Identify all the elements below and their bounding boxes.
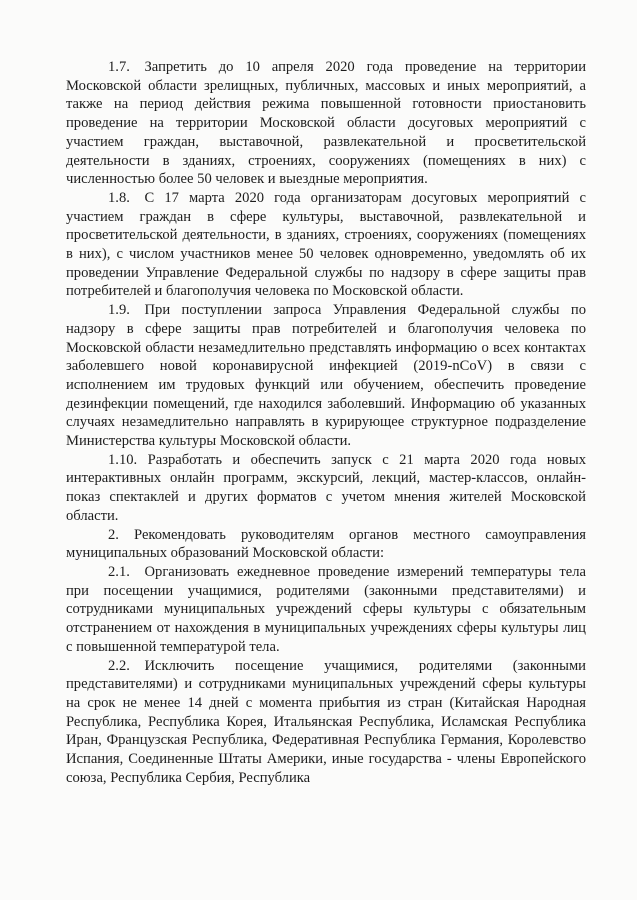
paragraph-1-8: 1.8. С 17 марта 2020 года организаторам досуговых мероприятий с участием граждан в сфере культуры, выставочной, развлекательной и просветительской деятельности, в зданиях, строениях, сооружениях (помещениях в них), с числом участников менее 50 человек одновременно, уведомлять об их проведении Управление Федеральной службы по надзору в сфере защиты прав потребителей и благополучия человека по Московской области. xyxy=(66,189,586,300)
paragraph-1-7: 1.7. Запретить до 10 апреля 2020 года проведение на территории Московской области зрелищных, публичных, массовых и иных мероприятий, а также на период действия режима повышенной готовности приостановить проведение на территории Московской области досуговых мероприятий с участием граждан, выставочной, развлекательной и просветительской деятельности в зданиях, строениях, сооружениях (помещениях в них) с численностью более 50 человек и выездные мероприятия. xyxy=(66,59,586,188)
paragraph-1-10: 1.10. Разработать и обеспечить запуск с 21 марта 2020 года новых интерактивных онлайн программ, экскурсий, лекций, мастер-классов, онлайн-показ спектаклей и других форматов с учетом мнения жителей Московской области. xyxy=(66,451,586,524)
paragraph-2-2: 2.2. Исключить посещение учащимися, родителями (законными представителями) и сотрудниками муниципальных учреждений сферы культуры на срок не менее 14 дней с момента прибытия из стран (Китайская Народная Республика, Республика Корея, Итальянская Республика, Исламская Республика Иран, Французская Республика, Федеративная Республика Германия, Королевство Испания, Соединенные Штаты Америки, иные государства - члены Европейского союза, Республика Сербия, Республика xyxy=(66,657,586,786)
document-body xyxy=(66,58,586,787)
paragraph-1-9: 1.9. При поступлении запроса Управления Федеральной службы по надзору в сфере защиты прав потребителей и благополучия человека по Московской области незамедлительно представлять информацию о всех контактах заболевшего новой коронавирусной инфекцией (2019-nCoV) в связи с исполнением им трудовых функций или обучением, обеспечить проведение дезинфекции помещений, где находился заболевший. Информацию об указанных случаях незамедлительно направлять в курирующее структурное подразделение Министерства культуры Московской области. xyxy=(66,302,586,450)
paragraph-2: 2. Рекомендовать руководителям органов местного самоуправления муниципальных образований Московской области: xyxy=(66,526,586,562)
paragraph-2-1: 2.1. Организовать ежедневное проведение измерений температуры тела при посещении учащимися, родителями (законными представителями) и сотрудниками муниципальных учреждений сферы культуры с обязательным отстранением от нахождения в муниципальных учреждениях сферы культуры лиц с повышенной температурой тела. xyxy=(66,563,586,655)
